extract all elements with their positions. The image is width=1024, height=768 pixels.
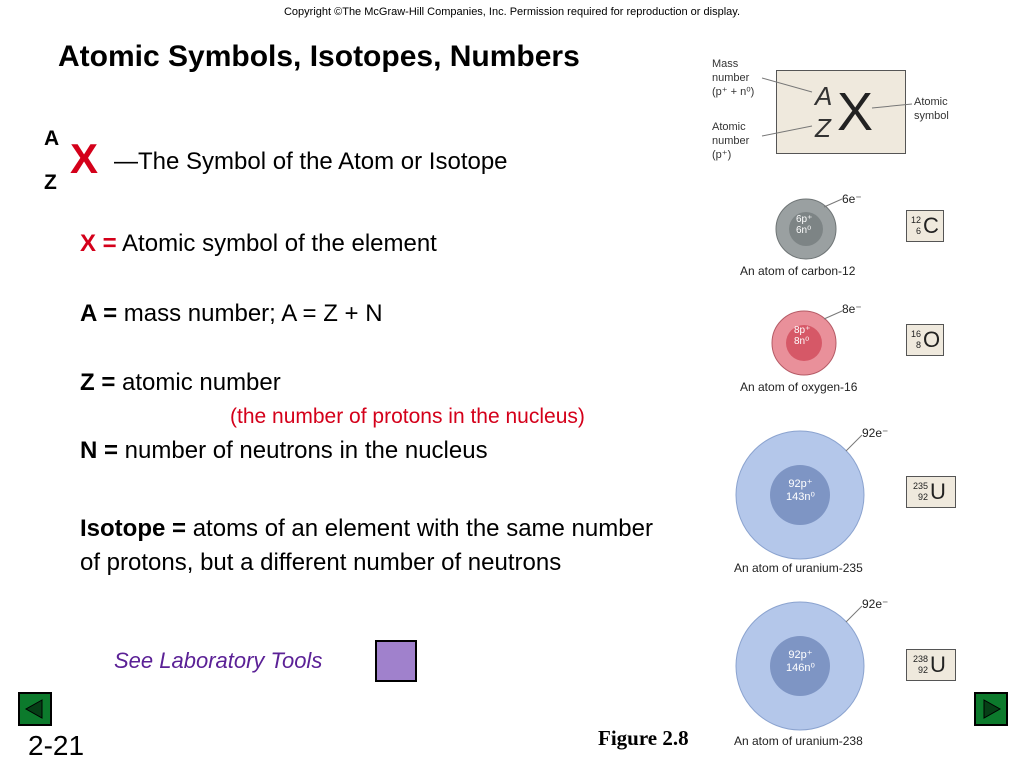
definition-text: Atomic symbol of the element — [116, 230, 437, 257]
legend-text: (p⁺) — [712, 149, 732, 161]
atom-symbol-box: 238 92 U — [906, 649, 956, 681]
legend-text: Mass — [712, 58, 739, 70]
definition-text: mass number; A = Z + N — [117, 300, 383, 327]
slide-number: 2-21 — [28, 730, 85, 761]
atom-symbol-box: 12 6 C — [906, 210, 944, 242]
atom-particles: 8p⁺ 8n⁰ — [794, 325, 811, 347]
atom-electrons: 6e⁻ — [842, 192, 862, 206]
slide-title: Atomic Symbols, Isotopes, Numbers — [58, 40, 580, 73]
figure-caption: Figure 2.8 — [598, 726, 689, 750]
atom-particles: 6p⁺ 6n⁰ — [796, 214, 813, 236]
atom-symbol-box: 235 92 U — [906, 476, 956, 508]
notation-description: —The Symbol of the Atom or Isotope — [114, 148, 508, 175]
notation-atomic-number: Z — [44, 171, 57, 194]
legend-a: A — [815, 81, 833, 111]
lab-tools-link[interactable]: See Laboratory Tools — [114, 648, 323, 673]
atom-electrons: 92e⁻ — [862, 426, 889, 440]
legend-z: Z — [815, 113, 831, 143]
atom-caption: An atom of uranium-238 — [734, 734, 863, 748]
z-note: (the number of protons in the nucleus) — [230, 405, 585, 428]
atom-caption: An atom of carbon-12 — [740, 264, 856, 278]
definition-term: X = — [80, 230, 117, 257]
legend-text: symbol — [914, 110, 949, 122]
isotope-text: atoms of an element with the same number of protons, but a different number of neutrons — [80, 515, 653, 576]
legend-text: Atomic — [712, 121, 746, 133]
legend-text: (p⁺ + n⁰) — [712, 86, 755, 98]
definition-term: N = — [80, 437, 119, 464]
legend-text: Atomic — [914, 96, 948, 108]
definition-term: Z = — [80, 369, 116, 396]
atom-electrons: 92e⁻ — [862, 597, 889, 611]
definition-text: number of neutrons in the nucleus — [118, 437, 488, 464]
atom-particles: 92p⁺ 146n⁰ — [786, 649, 815, 674]
copyright-notice: Copyright ©The McGraw-Hill Companies, Inc. Permission required for reproduction or display. — [283, 6, 741, 18]
definition-text: atomic number — [115, 369, 281, 396]
atom-caption: An atom of uranium-235 — [734, 561, 863, 575]
legend-text: number — [712, 135, 750, 147]
legend-x: X — [837, 82, 874, 142]
notation-mass-number: A — [44, 127, 60, 150]
legend-text: number — [712, 72, 750, 84]
atom-particles: 92p⁺ 143n⁰ — [786, 478, 815, 503]
isotope-term: Isotope = — [80, 515, 187, 542]
notation-symbol: X — [70, 135, 99, 182]
atom-symbol-box: 16 8 O — [906, 324, 944, 356]
atom-caption: An atom of oxygen-16 — [740, 380, 858, 394]
atom-electrons: 8e⁻ — [842, 302, 862, 316]
definition-term: A = — [80, 300, 118, 327]
